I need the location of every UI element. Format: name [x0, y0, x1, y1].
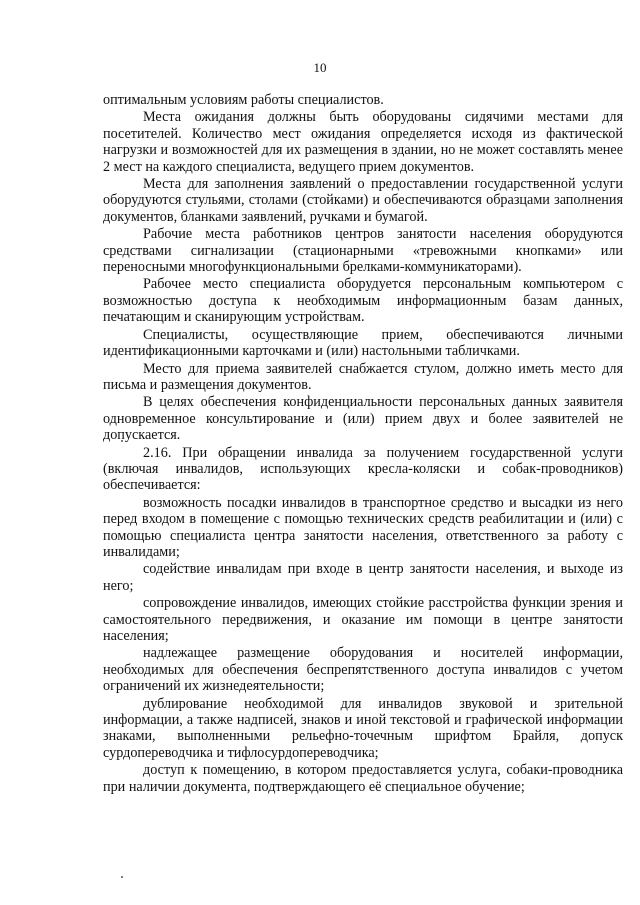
- list-item: возможность посадки инвалидов в транспортное средство и высадки из него перед входом в помещение с помощью технических средств реабилитации и (или) с помощью специалиста центра занятости населения, ответственного за работу с инвалидами;: [103, 494, 623, 560]
- list-item: дублирование необходимой для инвалидов звуковой и зрительной информации, а также надписей, знаков и иной текстовой и графической информации знаками, выполненными рельефно-точечным шрифтом Брайля, допуск сурдопереводчика и тифлосурдопереводчика;: [103, 695, 623, 761]
- list-item: содействие инвалидам при входе в центр занятости населения, и выходе из него;: [103, 561, 623, 594]
- paragraph: Место для приема заявителей снабжается стулом, должно иметь место для письма и размещения документов.: [103, 360, 623, 393]
- list-item: доступ к помещению, в котором предоставляется услуга, собаки-проводника при наличии документа, подтверждающего её специальное обучение;: [103, 762, 623, 795]
- paragraph: Специалисты, осуществляющие прием, обеспечиваются личными идентификационными карточками и (или) настольными табличками.: [103, 326, 623, 360]
- paragraph: Рабочее место специалиста оборудуется персональным компьютером с возможностью доступа к необходимым информационным базам данных, печатающим и сканирующим устройствам.: [103, 276, 623, 326]
- list-item: надлежащее размещение оборудования и носителей информации, необходимых для обеспечения беспрепятственного доступа инвалидов с учетом ограничений их жизнедеятельности;: [103, 645, 623, 695]
- section-paragraph: 2.16. При обращении инвалида за получением государственной услуги (включая инвалидов, использующих кресла-коляски и собак-проводников) обеспечивается:: [103, 444, 623, 494]
- paragraph: В целях обеспечения конфиденциальности персональных данных заявителя одновременное консультирование и (или) прием двух и более заявителей не допускается.: [103, 394, 623, 444]
- paragraph: Места ожидания должны быть оборудованы сидячими местами для посетителей. Количество мест ожидания определяется исходя из фактической нагрузки и возможностей для их размещения в здании, но не может составлять менее 2 мест на каждого специалиста, ведущего прием документов.: [103, 109, 623, 175]
- paragraph: Места для заполнения заявлений о предоставлении государственной услуги оборудуются стульями, столами (стойками) и обеспечиваются образцами заполнения документов, бланками заявлений, ручками и бумагой.: [103, 176, 623, 225]
- paragraph: Рабочие места работников центров занятости населения оборудуются средствами сигнализации (стационарными «тревожными кнопками» или переносными многофункциональными брелками-коммуникаторами).: [103, 226, 623, 276]
- paragraph: оптимальным условиям работы специалистов.: [103, 92, 384, 108]
- scan-mark: [121, 876, 123, 878]
- list-item: сопровождение инвалидов, имеющих стойкие расстройства функции зрения и самостоятельного передвижения, и оказание им помощи в центре занятости населения;: [103, 595, 623, 644]
- document-body: [103, 92, 623, 796]
- page-number: 10: [313, 60, 327, 75]
